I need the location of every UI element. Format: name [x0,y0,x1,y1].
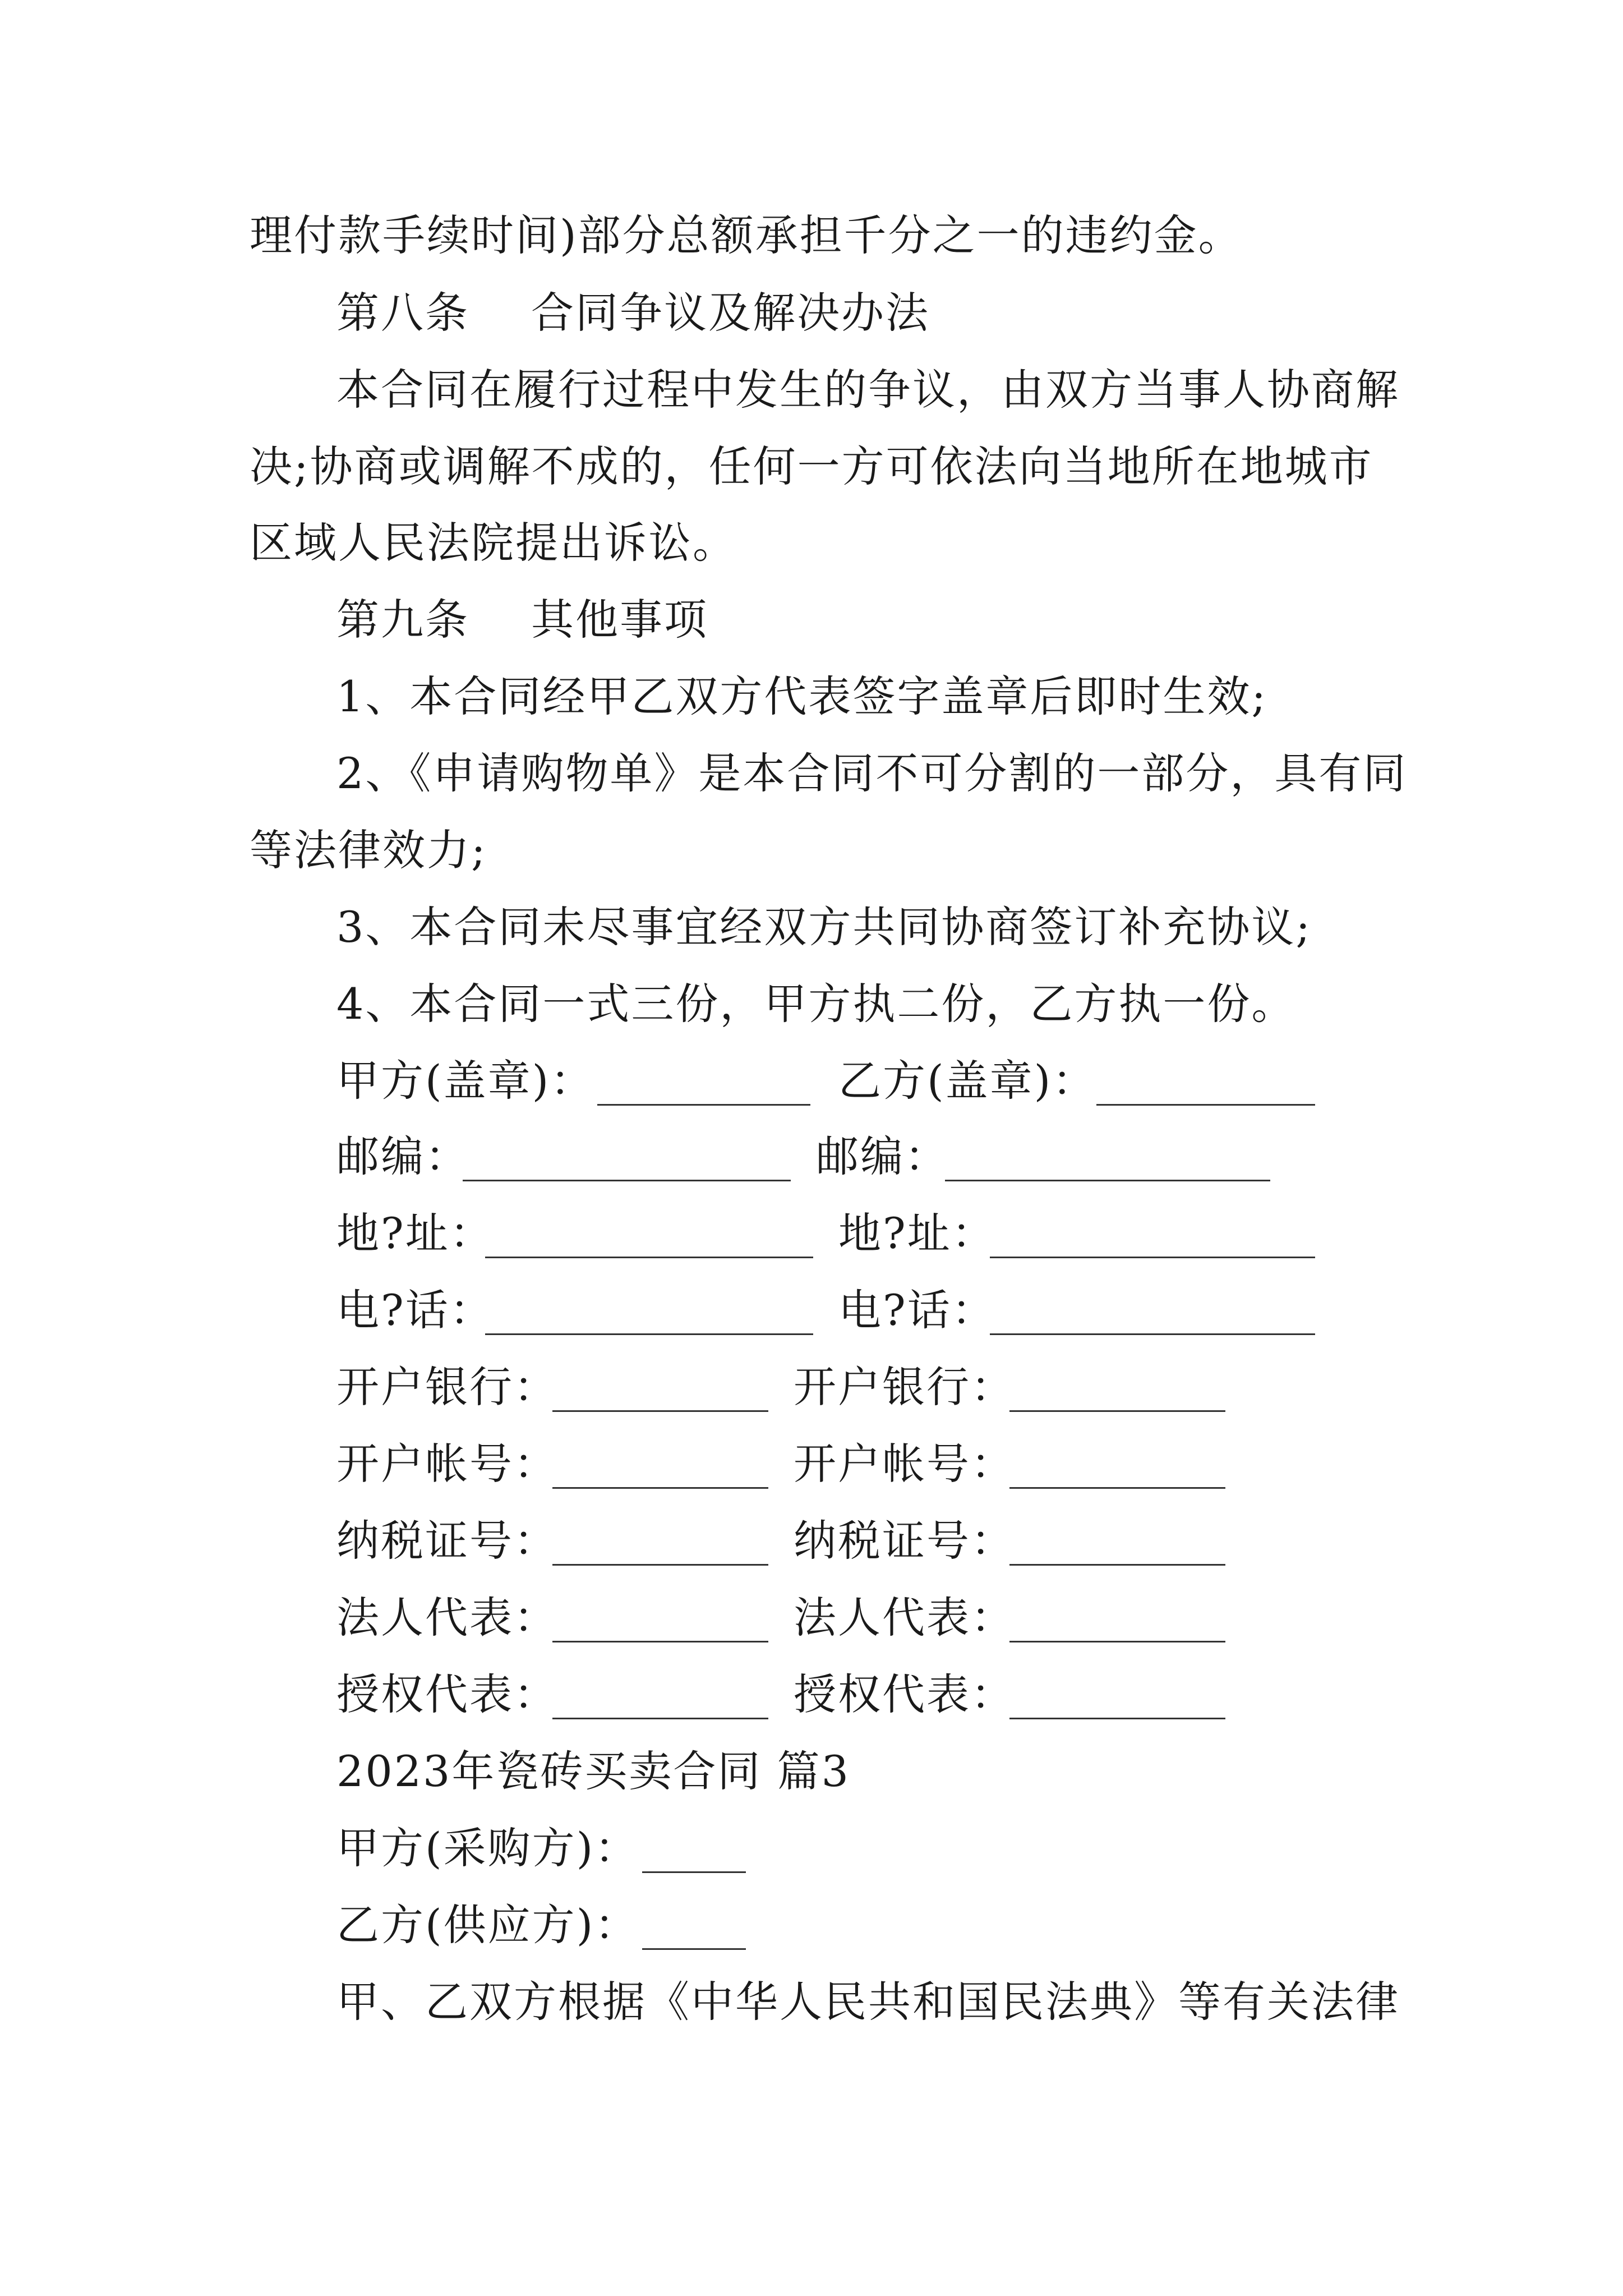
item-2-line-1: 2、《申请购物单》是本合同不可分割的一部分，具有同 [336,748,1408,798]
paragraph-dispute-line-1: 本合同在履行过程中发生的争议，由双方当事人协商解 [336,365,1400,415]
party-a-tax-blank [552,1564,768,1566]
party-a-seal-label: 甲方(盖章)： [336,1056,595,1106]
party-b-postcode-blank [945,1180,1270,1181]
party-b-auth-rep-label: 授权代表： [794,1669,1015,1719]
party-a-legal-rep-label: 法人代表： [336,1593,558,1642]
paragraph-dispute-line-2: 决;协商或调解不成的，任何一方可依法向当地所在地城市 [250,441,1373,491]
article-9-number: 第九条 [336,595,469,645]
party-b-account-blank [1009,1487,1225,1489]
item-2-line-2: 等法律效力; [250,825,487,875]
article-9-title: 其他事项 [531,595,708,645]
buyer-blank [642,1871,746,1873]
party-a-address-label: 地?址： [336,1208,494,1258]
party-a-postcode-blank [463,1180,791,1181]
party-b-tax-label: 纳税证号： [794,1516,1015,1566]
party-b-address-label: 地?址： [838,1208,996,1258]
party-b-account-label: 开户帐号： [794,1439,1015,1489]
section-3-title: 2023年瓷砖买卖合同 篇3 [336,1746,850,1796]
article-8-number: 第八条 [336,288,469,338]
party-a-bank-label: 开户银行： [336,1362,558,1412]
party-b-postcode-label: 邮编： [816,1131,949,1181]
party-a-bank-blank [552,1410,768,1412]
party-a-address-blank [485,1257,813,1258]
section-3-intro: 甲、乙双方根据《中华人民共和国民法典》等有关法律 [336,1977,1400,2027]
party-a-postcode-label: 邮编： [336,1131,469,1181]
party-b-phone-blank [990,1333,1315,1335]
item-4: 4、本合同一式三份，甲方执二份，乙方执一份。 [336,979,1296,1029]
party-b-seal-label: 乙方(盖章)： [838,1056,1097,1106]
party-b-legal-rep-blank [1009,1641,1225,1642]
item-1: 1、本合同经甲乙双方代表签字盖章后即时生效; [336,671,1267,721]
party-a-account-blank [552,1487,768,1489]
paragraph-dispute-line-3: 区域人民法院提出诉讼。 [250,518,737,568]
party-b-bank-label: 开户银行： [794,1362,1015,1412]
party-a-tax-label: 纳税证号： [336,1516,558,1566]
party-a-auth-rep-blank [552,1718,768,1719]
party-a-account-label: 开户帐号： [336,1439,558,1489]
article-9-heading [336,592,708,648]
party-b-bank-blank [1009,1410,1225,1412]
buyer-label: 甲方(采购方)： [336,1823,639,1873]
party-b-legal-rep-label: 法人代表： [794,1593,1015,1642]
party-a-legal-rep-blank [552,1641,768,1642]
party-b-address-blank [990,1257,1315,1258]
supplier-label: 乙方(供应方)： [336,1900,639,1950]
party-a-seal-blank [597,1104,810,1106]
paragraph-penalty-end: 理付款手续时间)部分总额承担千分之一的违约金。 [250,210,1243,260]
article-8-title: 合同争议及解决办法 [531,288,930,338]
item-3: 3、本合同未尽事宜经双方共同协商签订补充协议; [336,902,1312,952]
party-b-tax-blank [1009,1564,1225,1566]
party-b-auth-rep-blank [1009,1718,1225,1719]
party-a-auth-rep-label: 授权代表： [336,1669,558,1719]
party-a-phone-label: 电?话： [336,1285,494,1335]
party-b-seal-blank [1096,1104,1315,1106]
party-a-phone-blank [485,1333,813,1335]
supplier-blank [642,1948,746,1950]
article-8-heading [336,285,930,341]
party-b-phone-label: 电?话： [838,1285,996,1335]
